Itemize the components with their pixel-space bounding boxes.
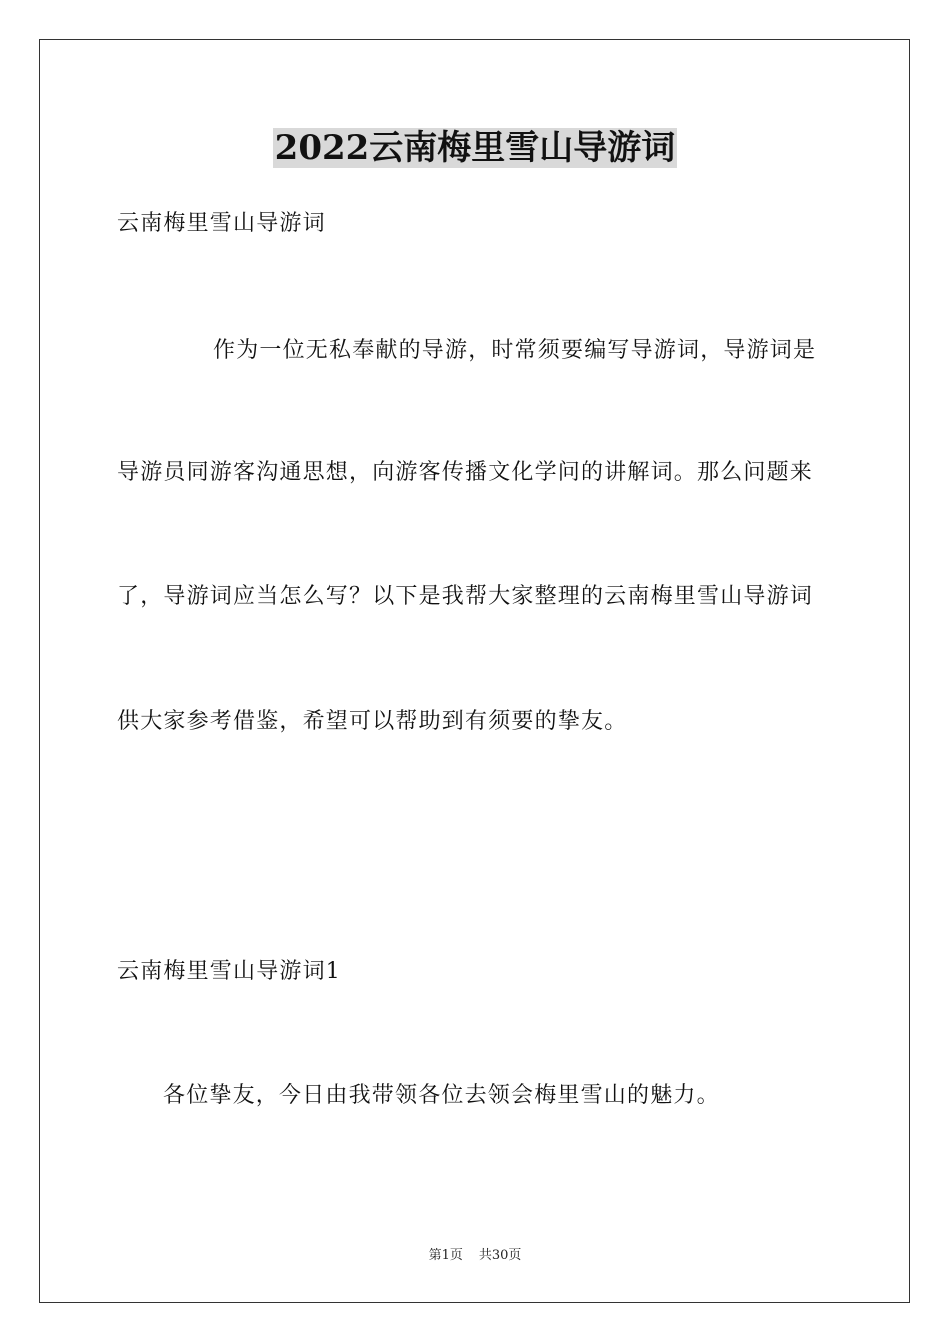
section-paragraph: 各位挚友，今日由我带领各位去领会梅里雪山的魅力。 xyxy=(163,1083,720,1108)
page-total: 共30页 xyxy=(478,1248,522,1263)
document-title xyxy=(0,126,950,170)
document-title-text: 2022云南梅里雪山导游词 xyxy=(274,128,676,168)
page-footer xyxy=(0,1247,950,1265)
paragraph-line: 作为一位无私奉献的导游，时常须要编写导游词，导游词是 xyxy=(213,338,817,363)
paragraph-line: 供大家参考借鉴，希望可以帮助到有须要的挚友。 xyxy=(117,709,628,734)
paragraph-line: 导游员同游客沟通思想，向游客传播文化学问的讲解词。那么问题来 xyxy=(117,460,814,485)
page-number: 第1页 xyxy=(428,1248,463,1263)
document-subtitle: 云南梅里雪山导游词 xyxy=(117,211,326,236)
section-heading: 云南梅里雪山导游词1 xyxy=(117,959,341,984)
paragraph-line: 了，导游词应当怎么写？以下是我帮大家整理的云南梅里雪山导游词 xyxy=(117,584,814,609)
